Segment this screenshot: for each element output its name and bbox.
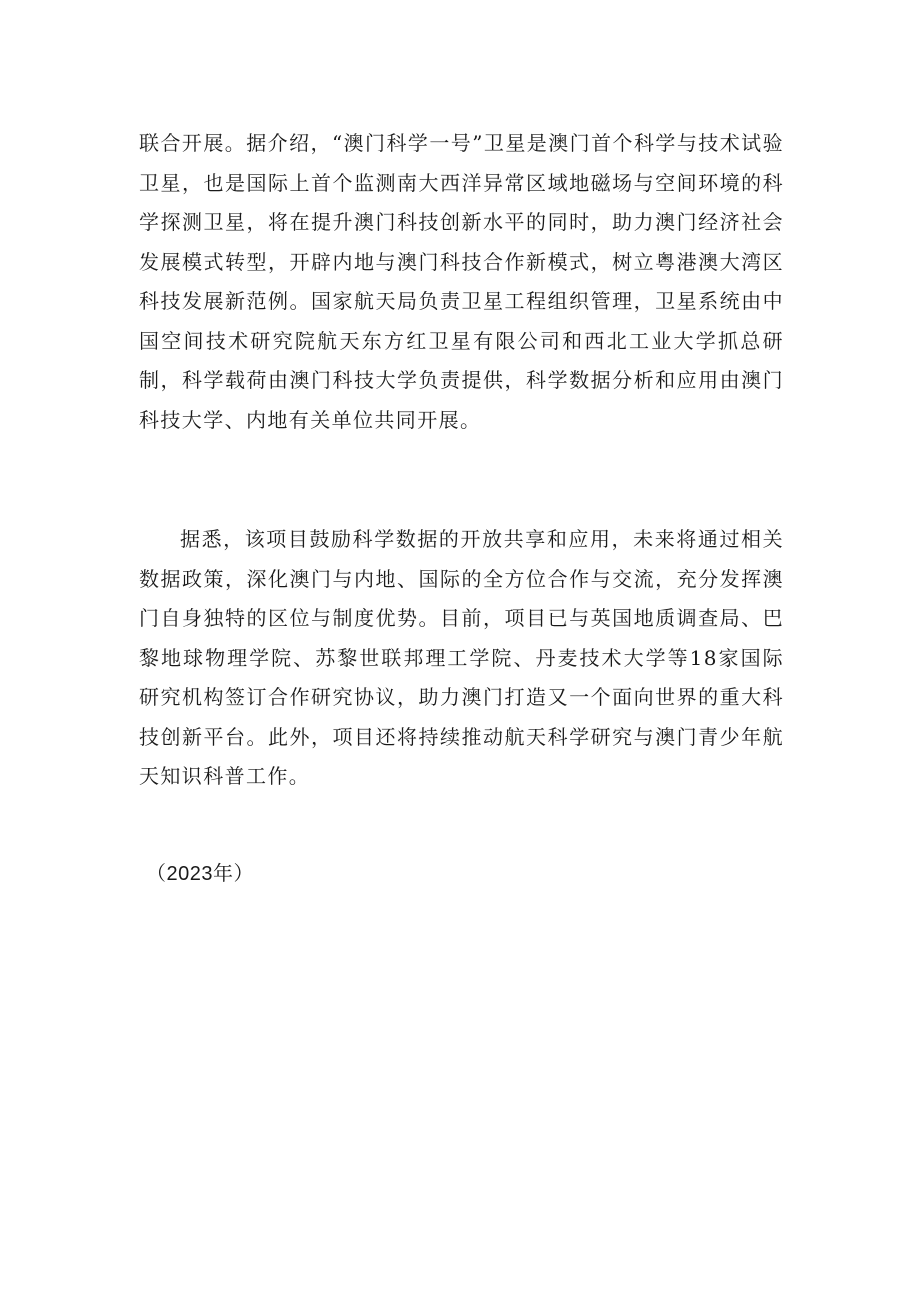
body-paragraph-1: 联合开展。据介绍，“澳门科学一号”卫星是澳门首个科学与技术试验卫星，也是国际上首个监测南大西洋异常区域地磁场与空间环境的科学探测卫星，将在提升澳门科技创新水平的同时，助力澳门经济社会发展模式转型，开辟内地与澳门科技合作新模式，树立粤港澳大湾区科技发展新范例。国家航天局负责卫星工程组织管理，卫星系统由中国空间技术研究院航天东方红卫星有限公司和西北工业大学抓总研制，科学载荷由澳门科技大学负责提供，科学数据分析和应用由澳门科技大学、内地有关单位共同开展。 xyxy=(139,131,784,432)
year-note: （2023年） xyxy=(146,863,254,885)
body-paragraph-2: 据悉，该项目鼓励科学数据的开放共享和应用，未来将通过相关数据政策，深化澳门与内地、国际的全方位合作与交流，充分发挥澳门自身独特的区位与制度优势。目前，项目已与英国地质调查局、巴黎地球物理学院、苏黎世联邦理工学院、丹麦技术大学等18家国际研究机构签订合作研究协议，助力澳门打造又一个面向世界的重大科技创新平台。此外，项目还将持续推动航天科学研究与澳门青少年航天知识科普工作。 xyxy=(139,527,784,788)
